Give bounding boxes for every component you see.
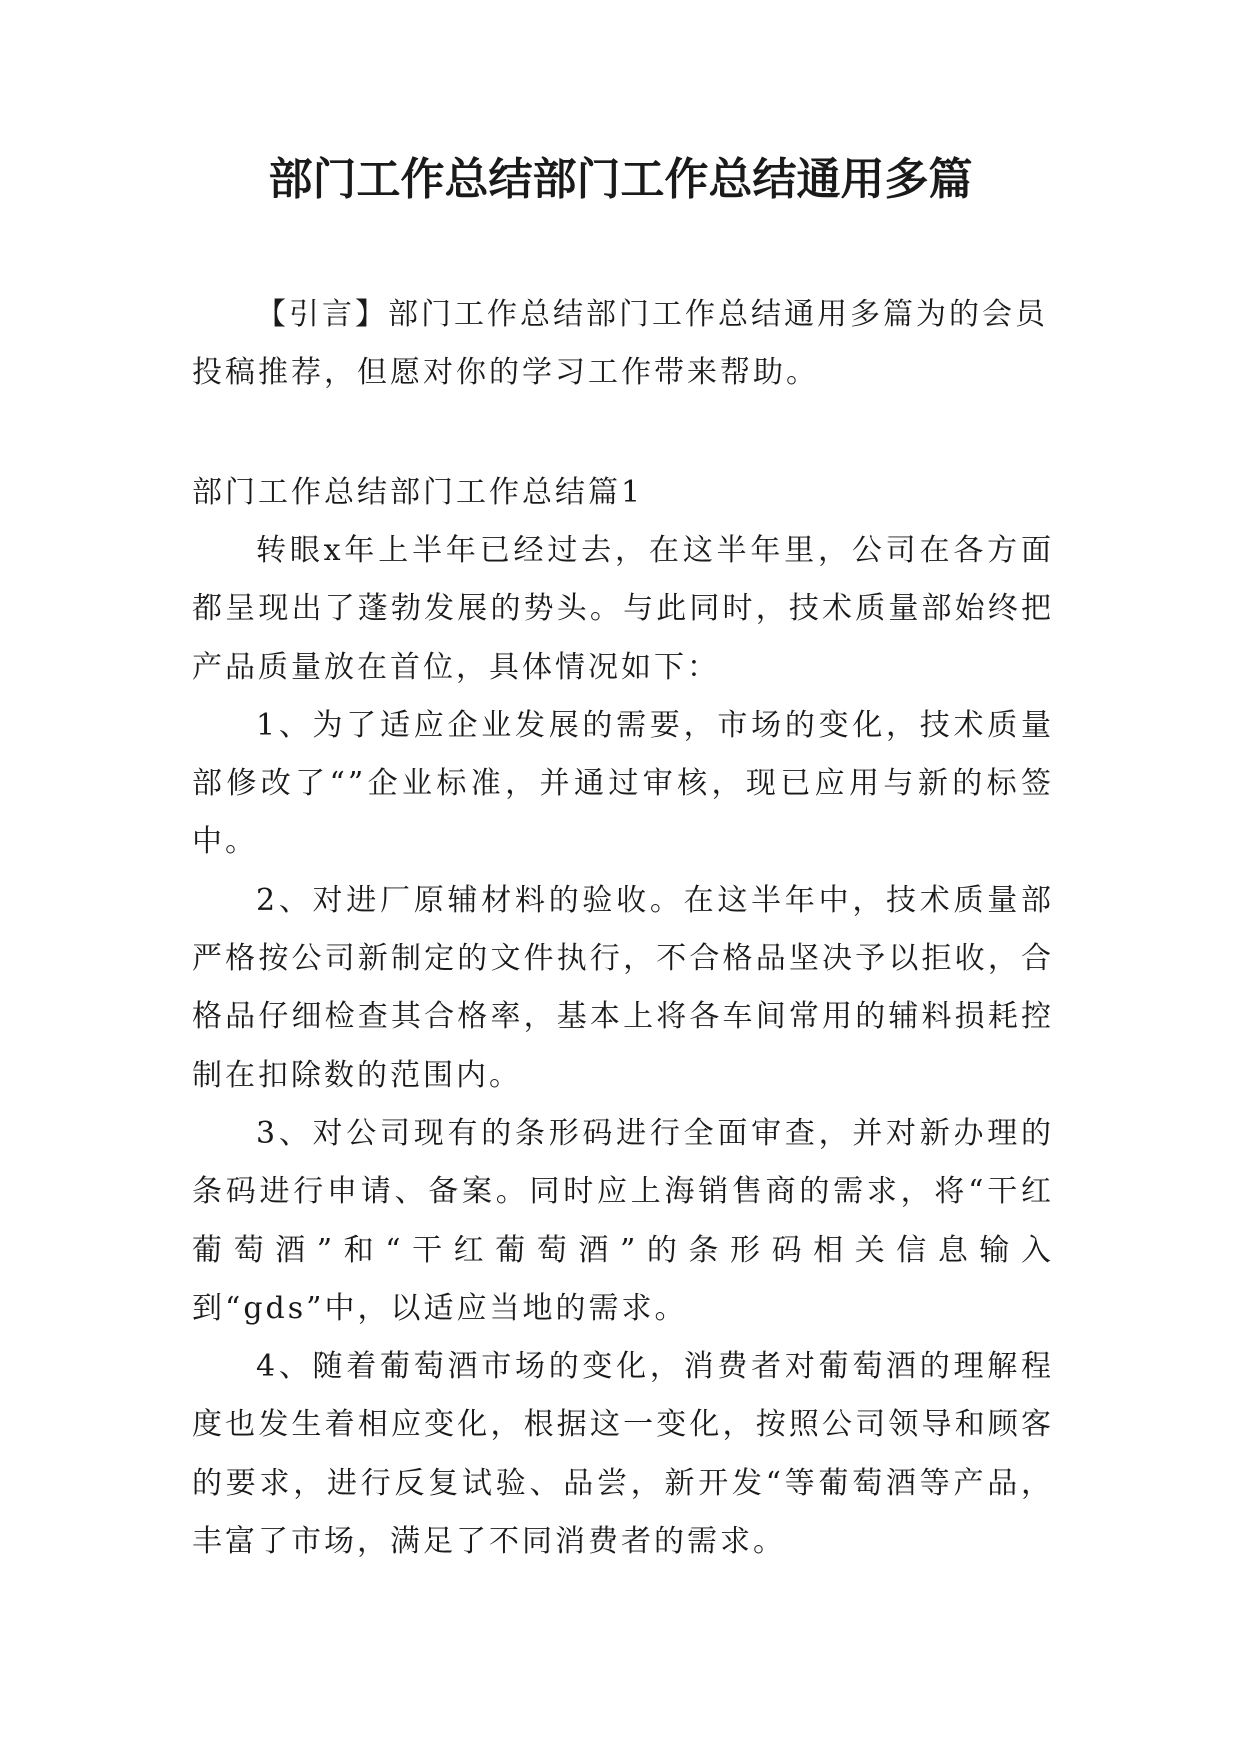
body-paragraph: 1、为了适应企业发展的需要，市场的变化，技术质量部修改了“”企业标准，并通过审核，现已应用与新的标签中。 bbox=[192, 707, 1054, 860]
body-paragraph: 4、随着葡萄酒市场的变化，消费者对葡萄酒的理解程度也发生着相应变化，根据这一变化，按照公司领导和顾客的要求，进行反复试验、品尝，新开发“等葡萄酒等产品，丰富了市场，满足了不同消费者的需求。 bbox=[192, 1349, 1054, 1560]
section-heading: 部门工作总结部门工作总结篇1 bbox=[192, 475, 644, 510]
body-paragraph: 2、对进厂原辅材料的验收。在这半年中，技术质量部严格按公司新制定的文件执行，不合格品坚决予以拒收，合格品仔细检查其合格率，基本上将各车间常用的辅料损耗控制在扣除数的范围内。 bbox=[192, 882, 1054, 1093]
body-paragraph: 3、对公司现有的条形码进行全面审查，并对新办理的条码进行申请、备案。同时应上海销售商的需求，将“干红葡萄酒”和“干红葡萄酒”的条形码相关信息输入到“gds”中，以适应当地的需求。 bbox=[192, 1115, 1054, 1326]
intro-paragraph: 【引言】部门工作总结部门工作总结通用多篇为的会员投稿推荐，但愿对你的学习工作带来帮助。 bbox=[192, 297, 1048, 390]
document-body bbox=[192, 522, 1054, 1571]
document-title: 部门工作总结部门工作总结通用多篇 bbox=[268, 154, 973, 205]
body-paragraph: 转眼x年上半年已经过去，在这半年里，公司在各方面都呈现出了蓬勃发展的势头。与此同时，技术质量部始终把产品质量放在首位，具体情况如下： bbox=[192, 533, 1054, 685]
